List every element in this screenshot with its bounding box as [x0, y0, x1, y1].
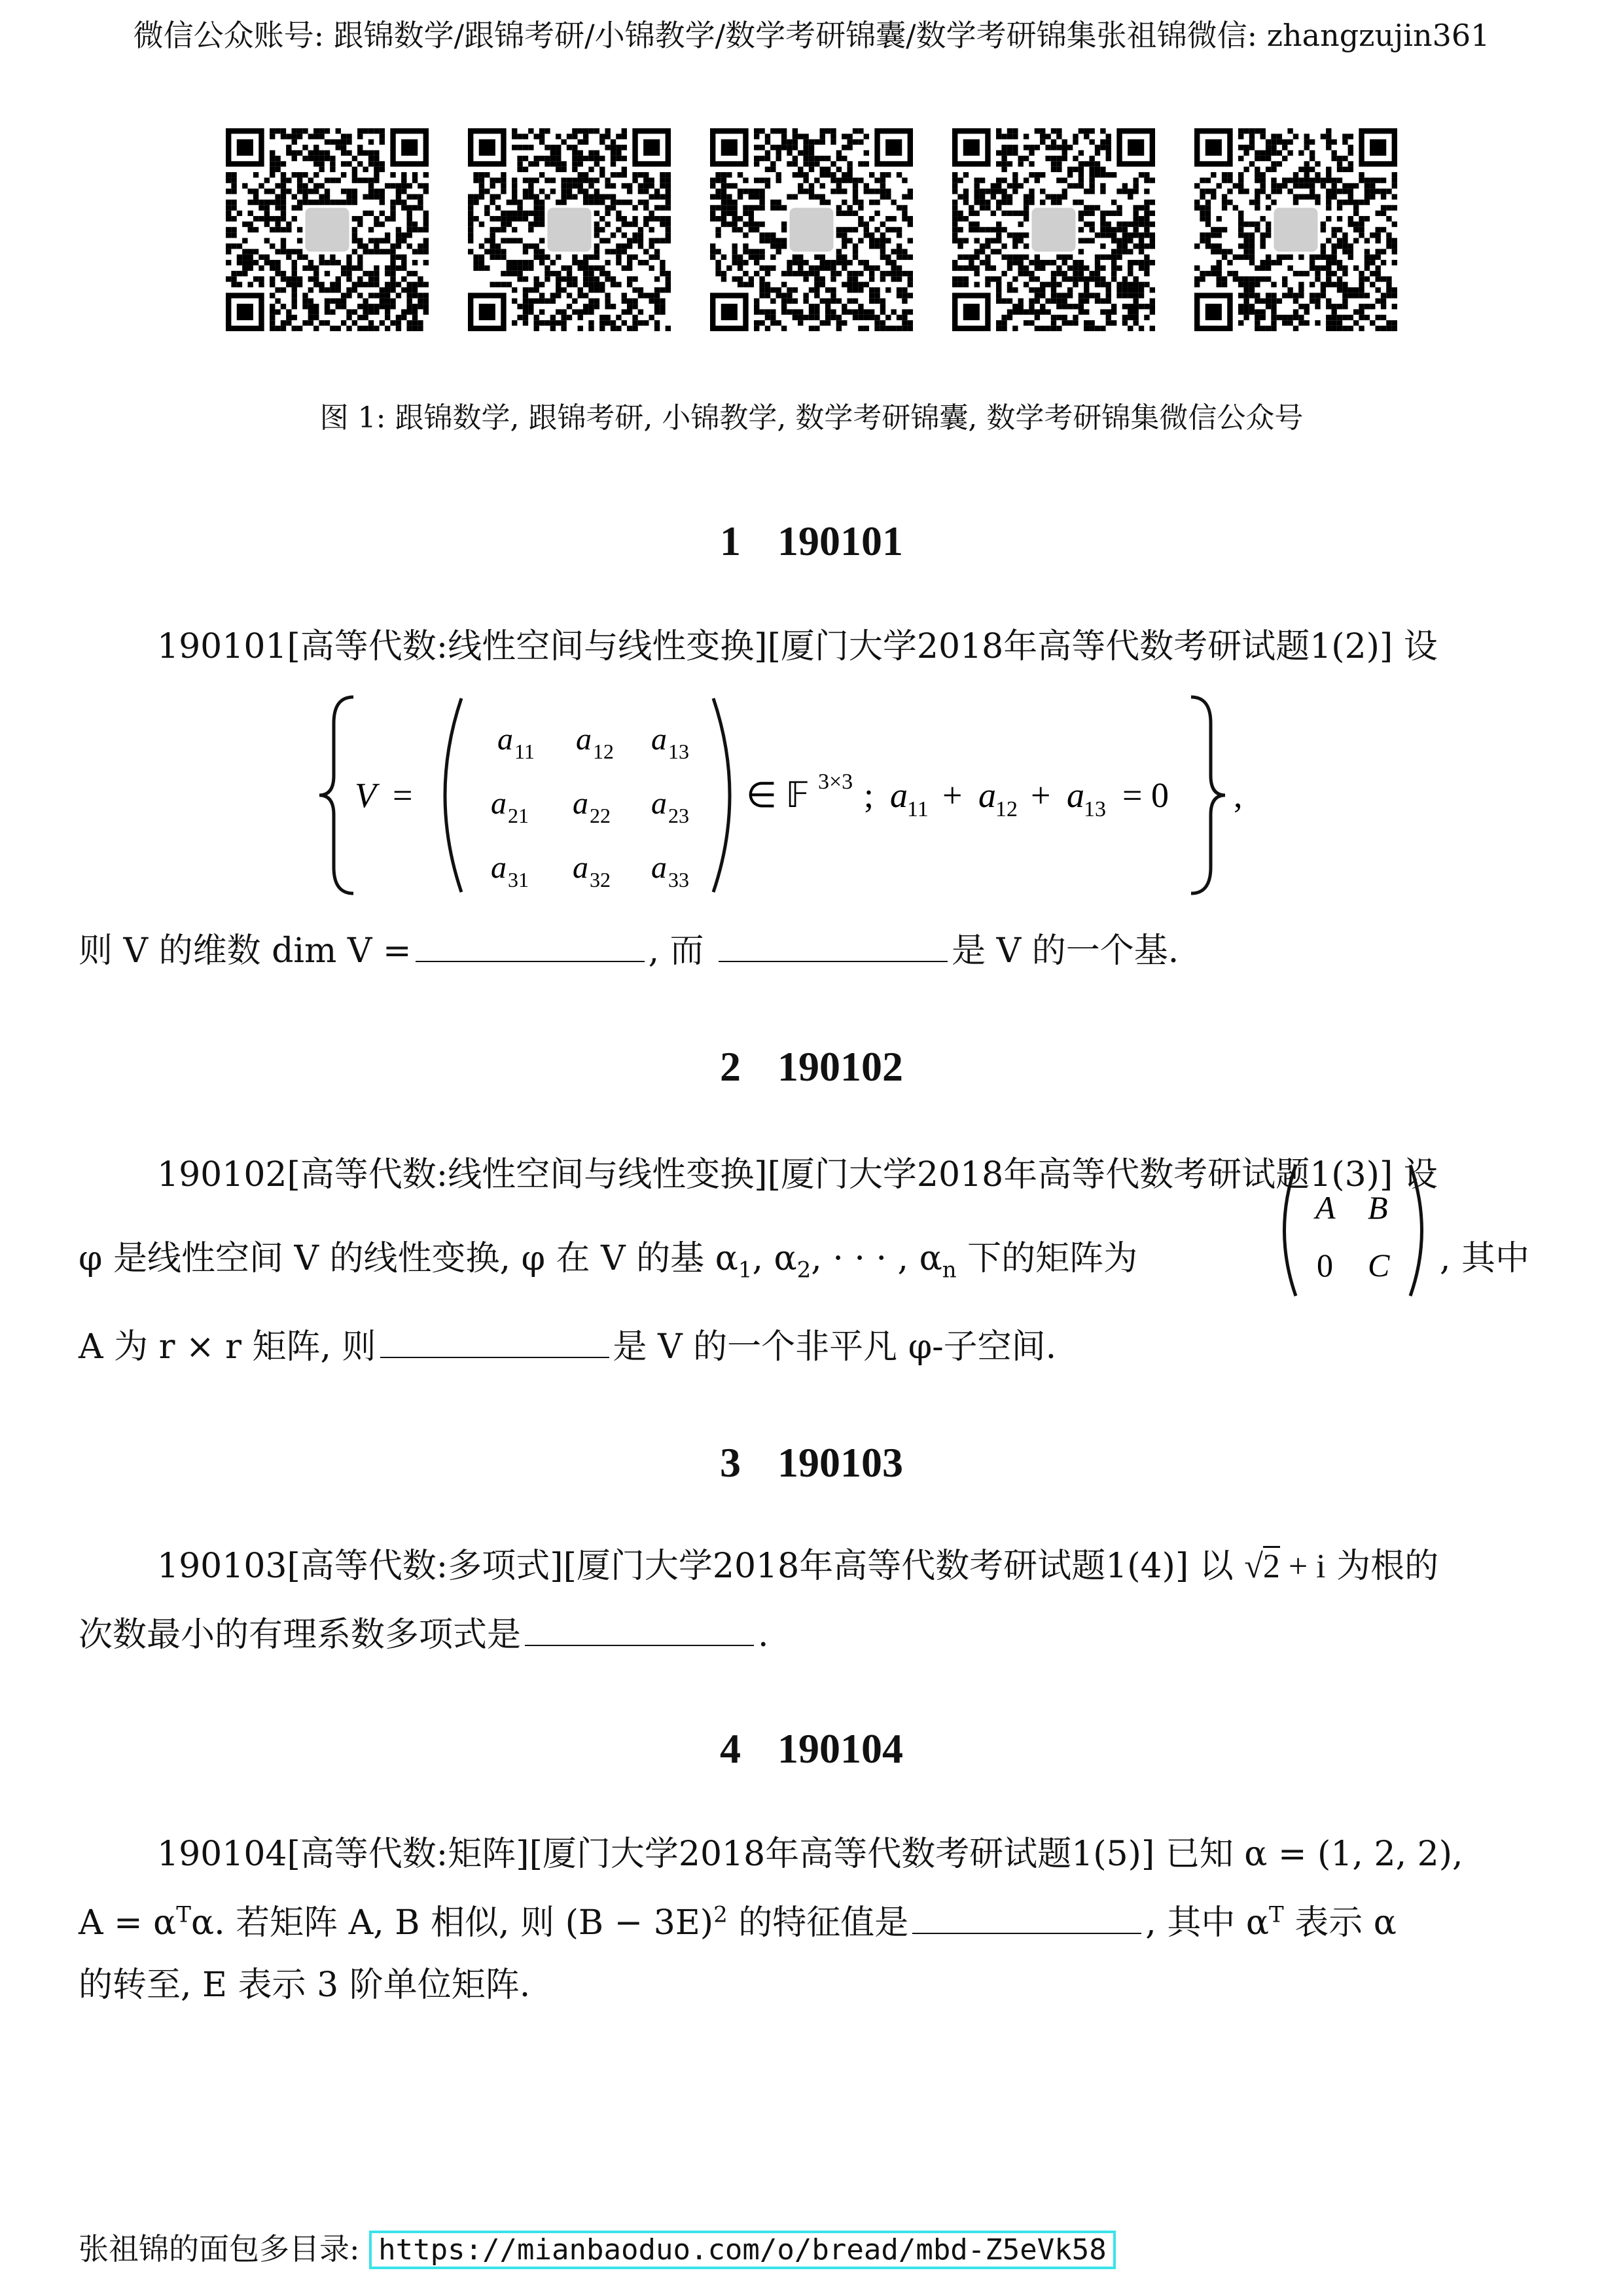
svg-text:3×3: 3×3: [818, 770, 853, 794]
svg-text:32: 32: [590, 868, 611, 891]
question-text: 则 V 的维数 dim V =: [79, 931, 412, 971]
svg-text:= 0: = 0: [1122, 776, 1169, 815]
section-number: 2: [720, 1043, 741, 1090]
question-text: φ 是线性空间 V 的线性变换, φ 在 V 的基 α: [79, 1239, 738, 1278]
question-text: A 为 r × r 矩阵, 则: [79, 1327, 376, 1367]
page-footer: [79, 2225, 1116, 2269]
problem-190103-line2: [79, 1607, 769, 1656]
svg-text:V: V: [355, 776, 376, 815]
qr-code-row: [0, 128, 1623, 331]
svg-text:a: a: [573, 850, 588, 885]
qr-center-logo: [547, 207, 591, 251]
section-heading: 190104: [777, 1725, 903, 1772]
qr-pattern: [952, 128, 1155, 331]
qr-pattern: [226, 128, 429, 331]
qr-code-kaoyan-jinnang: [952, 128, 1155, 331]
svg-text:+: +: [1031, 776, 1051, 815]
svg-text:;: ;: [864, 776, 874, 815]
svg-text:a: a: [1067, 776, 1084, 815]
svg-text:22: 22: [590, 804, 611, 827]
svg-text:11: 11: [514, 740, 535, 763]
svg-text:11: 11: [907, 797, 929, 821]
question-text: 次数最小的有理系数多项式是: [79, 1615, 522, 1655]
qr-center-logo: [305, 207, 349, 251]
svg-text:A: A: [1315, 1189, 1336, 1226]
svg-text:B: B: [1368, 1189, 1388, 1226]
qr-center-logo: [1274, 207, 1317, 251]
svg-text:a: a: [651, 786, 667, 821]
qr-code-kaoyan-jinji: [1194, 128, 1397, 331]
svg-text:C: C: [1368, 1247, 1390, 1283]
question-text: , 其中 α: [1145, 1903, 1269, 1943]
svg-text:a: a: [491, 850, 507, 885]
svg-text:31: 31: [508, 868, 529, 891]
svg-text:∈ 𝔽: ∈ 𝔽: [746, 776, 810, 815]
svg-text:a: a: [890, 776, 908, 815]
problem-190104-line2: $A = \alpha^T\alpha$. 若矩阵 A, B 相似, 则 $(B - 3E)^2$ 的特征值是 , 其中 $\alpha^T$ 表示 α: [79, 1901, 1397, 1943]
svg-text:a: a: [978, 776, 996, 815]
section-number: 1: [720, 518, 741, 564]
qr-code-xiaojin-teach: [710, 128, 913, 331]
answer-blank-dimension[interactable]: [416, 932, 645, 962]
section-heading: 190103: [777, 1439, 903, 1486]
problem-190102-line2: φ 是线性空间 V 的线性变换, φ 在 V 的基 $\alpha_1$, $\alpha_2$, · · · , $\alpha_n$ 下的矩阵为: [79, 1239, 1138, 1283]
page-header: 微信公众账号: 跟锦数学/跟锦考研/小锦教学/数学考研锦囊/数学考研锦集张祖锦微信: zhangzujin361: [133, 18, 1490, 53]
question-text: 为根的: [1336, 1547, 1439, 1586]
problem-190104-line3: 的转至, E 表示 3 阶单位矩阵.: [79, 1965, 531, 2005]
footer-label: 张祖锦的面包多目录:: [79, 2231, 360, 2267]
section-heading: 190102: [777, 1043, 903, 1090]
qr-code-genjin-math: [226, 128, 429, 331]
problem-190102-line2-end: , 其中: [1440, 1239, 1530, 1278]
figure-caption: 图 1: 跟锦数学, 跟锦考研, 小锦教学, 数学考研锦囊, 数学考研锦集微信公众号: [319, 401, 1304, 435]
svg-text:a: a: [651, 850, 667, 885]
answer-blank-polynomial[interactable]: [525, 1616, 754, 1646]
answer-blank-subspace[interactable]: [380, 1328, 609, 1358]
svg-text:a: a: [497, 722, 513, 757]
section-3-title: [0, 1439, 1623, 1487]
svg-text:0: 0: [1317, 1247, 1333, 1283]
svg-text:13: 13: [668, 740, 689, 763]
svg-text:13: 13: [1084, 797, 1106, 821]
problem-190101-formula: [314, 691, 1270, 900]
qr-pattern: [1194, 128, 1397, 331]
qr-pattern: [710, 128, 913, 331]
section-heading: 190101: [777, 518, 903, 564]
question-text: A = α: [79, 1903, 177, 1943]
section-2-title: [0, 1043, 1623, 1091]
problem-190102-statement: 190102[高等代数:线性空间与线性变换][厦门大学2018年高等代数考研试题1(3)] 设: [157, 1155, 1438, 1194]
problem-190102-line3: [79, 1319, 1056, 1368]
problem-190104-statement: 190104[高等代数:矩阵][厦门大学2018年高等代数考研试题1(5)] 已知 α = (1, 2, 2),: [157, 1835, 1463, 1874]
qr-center-logo: [1031, 207, 1075, 251]
answer-blank-basis[interactable]: [719, 932, 948, 962]
question-text: 是 V 的一个基.: [952, 931, 1179, 971]
question-text: 是 V 的一个非平凡 φ-子空间.: [613, 1327, 1057, 1367]
svg-text:,: ,: [1234, 776, 1243, 815]
problem-190102-block-matrix: [1270, 1158, 1440, 1302]
svg-text:+: +: [942, 776, 963, 815]
problem-190101-statement: 190101[高等代数:线性空间与线性变换][厦门大学2018年高等代数考研试题1(2)] 设: [157, 627, 1438, 666]
question-text: α. 若矩阵 A, B 相似, 则 (B − 3E): [190, 1903, 714, 1943]
question-text: , 而: [648, 931, 704, 971]
svg-text:=: =: [393, 776, 413, 815]
svg-text:21: 21: [508, 804, 529, 827]
svg-text:12: 12: [995, 797, 1018, 821]
svg-text:a: a: [576, 722, 592, 757]
question-text: .: [758, 1615, 769, 1655]
section-number: 4: [720, 1725, 741, 1772]
problem-190101-question: [79, 923, 1179, 972]
svg-text:12: 12: [593, 740, 614, 763]
qr-center-logo: [789, 207, 833, 251]
svg-text:a: a: [651, 722, 667, 757]
question-text: 表示 α: [1294, 1903, 1397, 1943]
answer-blank-eigenvalues[interactable]: [912, 1904, 1141, 1934]
svg-text:a: a: [491, 786, 507, 821]
svg-text:23: 23: [668, 804, 689, 827]
qr-pattern: [468, 128, 671, 331]
question-text: 下的矩阵为: [967, 1239, 1138, 1278]
svg-text:33: 33: [668, 868, 689, 891]
qr-code-genjin-kaoyan: [468, 128, 671, 331]
question-text: 的特征值是: [738, 1903, 909, 1943]
section-number: 3: [720, 1439, 741, 1486]
catalog-link[interactable]: https://mianbaoduo.com/o/bread/mbd-Z5eVk58: [369, 2231, 1116, 2269]
section-4-title: [0, 1725, 1623, 1773]
question-text: 190103[高等代数:多项式][厦门大学2018年高等代数考研试题1(4)] 以: [157, 1547, 1234, 1586]
svg-text:a: a: [573, 786, 588, 821]
problem-190103-statement: 190103[高等代数:多项式][厦门大学2018年高等代数考研试题1(4)] 以 √2 + i 为根的: [157, 1547, 1439, 1586]
section-1-title: [0, 517, 1623, 565]
